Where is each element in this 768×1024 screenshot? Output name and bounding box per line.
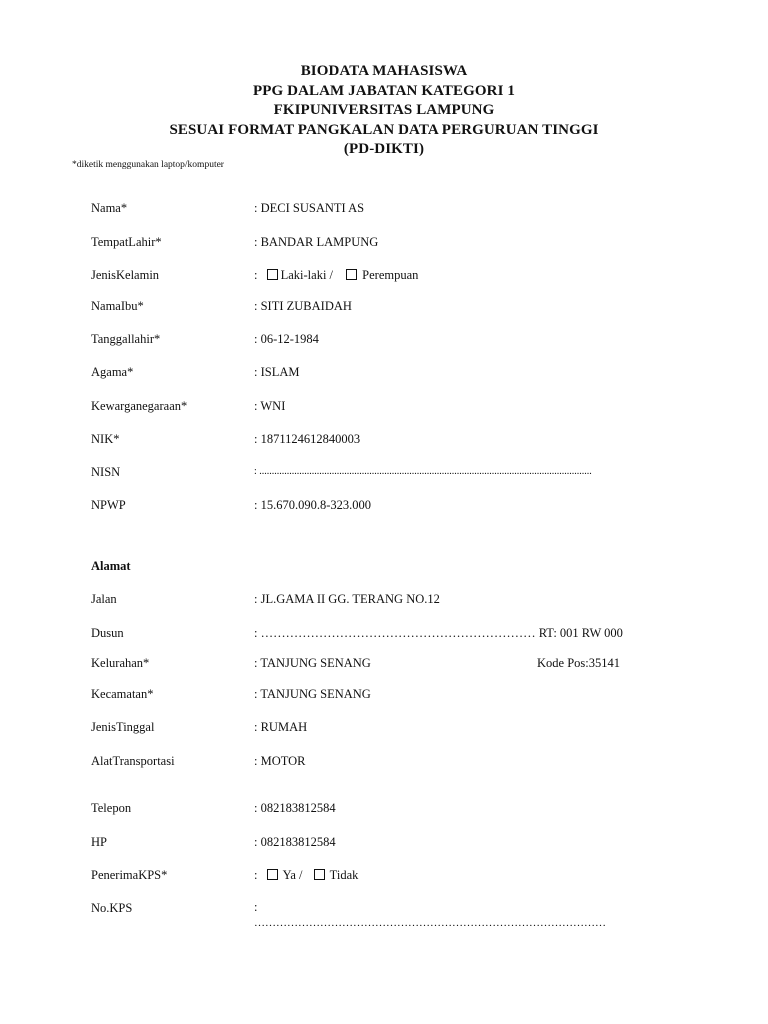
jenis-tinggal-value: : RUMAH <box>254 720 308 734</box>
kelurahan-label: Kelurahan* <box>91 656 150 670</box>
nama-ibu-label: NamaIbu* <box>91 299 144 313</box>
no-kps-value <box>254 899 606 931</box>
jenis-tinggal-label: JenisTinggal <box>91 720 155 734</box>
agama-value: : ISLAM <box>254 365 300 379</box>
penerima-kps-colon: : <box>254 868 258 882</box>
penerima-kps-label: PenerimaKPS* <box>91 868 168 882</box>
kecamatan-value: : TANJUNG SENANG <box>254 687 371 701</box>
laki-laki-option-label: Laki-laki / <box>280 268 334 282</box>
typing-note: *diketik menggunakan laptop/komputer <box>72 160 224 170</box>
tidak-option-label: Tidak <box>329 868 359 882</box>
no-kps-label: No.KPS <box>91 901 133 915</box>
dusun-label: Dusun <box>91 626 124 640</box>
nik-label: NIK* <box>91 432 120 446</box>
tanggal-lahir-value: : 06-12-1984 <box>254 332 319 346</box>
tempat-lahir-label: TempatLahir* <box>91 235 162 249</box>
telepon-value: : 082183812584 <box>254 801 336 815</box>
alat-transportasi-value: : MOTOR <box>254 754 306 768</box>
alat-transportasi-label: AlatTransportasi <box>91 754 175 768</box>
title-line-2: PPG DALAM JABATAN KATEGORI 1 <box>253 82 515 99</box>
nama-label: Nama* <box>91 201 128 215</box>
jalan-label: Jalan <box>91 592 117 606</box>
agama-label: Agama* <box>91 365 134 379</box>
kode-pos: Kode Pos:35141 <box>537 656 620 670</box>
kewarganegaraan-label: Kewarganegaraan* <box>91 399 188 413</box>
nama-ibu-value: : SITI ZUBAIDAH <box>254 299 352 313</box>
title-line-4: SESUAI FORMAT PANGKALAN DATA PERGURUAN TINGGI <box>169 121 599 138</box>
jalan-value: : JL.GAMA II GG. TERANG NO.12 <box>254 592 440 606</box>
penerima-kps-value <box>254 866 358 884</box>
jenis-kelamin-value <box>254 266 418 284</box>
dusun-value: : ………………………………………………………… RT: 001 RW 000 <box>254 626 623 640</box>
nama-value: : DECI SUSANTI AS <box>254 201 365 215</box>
perempuan-option-label: Perempuan <box>362 268 419 282</box>
jenis-kelamin-colon: : <box>254 268 258 282</box>
telepon-label: Telepon <box>91 801 132 815</box>
no-kps-dots: …………………………………………………………………………………… <box>254 917 606 929</box>
no-kps-colon: : <box>254 900 258 914</box>
tanggal-lahir-label: Tanggallahir* <box>91 332 161 346</box>
nisn-label: NISN <box>91 465 121 479</box>
nik-value: : 1871124612840003 <box>254 432 361 446</box>
kelurahan-value: : TANJUNG SENANG <box>254 656 371 670</box>
kecamatan-label: Kecamatan* <box>91 687 154 701</box>
npwp-value: : 15.670.090.8-323.000 <box>254 498 372 512</box>
tidak-checkbox[interactable] <box>314 869 325 880</box>
nisn-value: : ..................................................................................................................................... <box>254 466 592 477</box>
laki-laki-checkbox[interactable] <box>267 269 278 280</box>
hp-value: : 082183812584 <box>254 835 336 849</box>
npwp-label: NPWP <box>91 498 126 512</box>
title-line-5: (PD-DIKTI) <box>343 141 425 157</box>
alamat-heading: Alamat <box>91 559 131 573</box>
ya-option-label: Ya / <box>282 868 303 882</box>
hp-label: HP <box>91 835 107 849</box>
ya-checkbox[interactable] <box>267 869 278 880</box>
document-header <box>0 62 768 160</box>
tempat-lahir-value: : BANDAR LAMPUNG <box>254 235 379 249</box>
title-line-3: FKIPUNIVERSITAS LAMPUNG <box>273 102 495 118</box>
kewarganegaraan-value: : WNI <box>254 399 286 413</box>
title-line-1: BIODATA MAHASISWA <box>300 63 468 79</box>
jenis-kelamin-label: JenisKelamin <box>91 268 160 282</box>
perempuan-checkbox[interactable] <box>346 269 357 280</box>
